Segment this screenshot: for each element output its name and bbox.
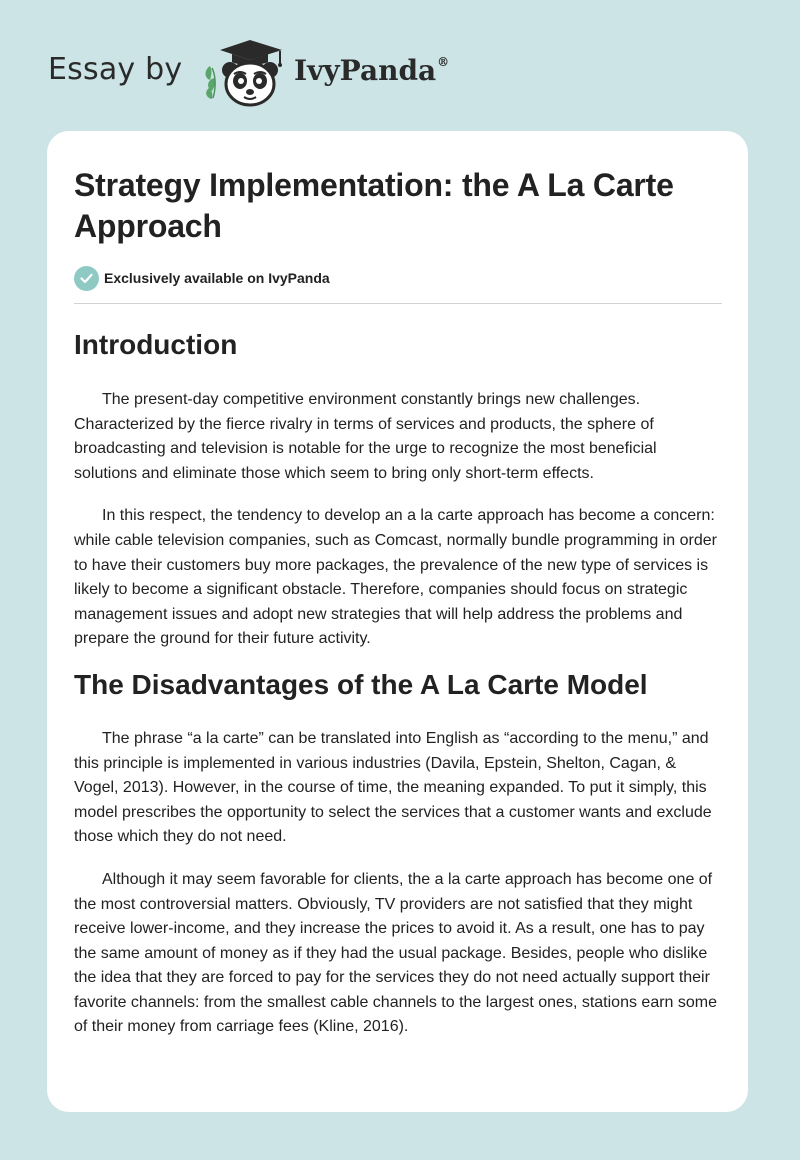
paragraph: Although it may seem favorable for clients, the a la carte approach has become one of the most controversial matters. Obviously, TV providers are not satisfied that they might receive lower-income, and they increase the prices to avoid it. As a result, one has to pay the same amount of money as if they had the usual package. Besides, people who dislike the idea that they are forced to pay for the services they do not need actually support their favorite channels: from the smallest cable channels to the largest ones, stations earn some of their money from carriage fees (Kline, 2016). xyxy=(74,870,718,1036)
brand-name: IvyPanda xyxy=(294,54,437,87)
paragraph: The phrase “a la carte” can be translated into English as “according to the menu,” and this principle is implemented in various industries (Davila, Epstein, Shelton, Cagan, & Vogel, 2013). However, in the course of time, the meaning expanded. To put it simply, this model prescribes the opportunity to select the services that a customer wants and exclude those which they do not need. xyxy=(74,729,712,846)
check-circle-icon xyxy=(74,266,99,291)
paragraph: In this respect, the tendency to develop an a la carte approach has become a concern: while cable television companies, such as Comcast, normally bundle programming in order to have their customers buy more packages, the prevalence of the new type of services is likely to become a significant obstacle. Therefore, companies should focus on strategic management issues and adopt new strategies that will help address the problems and prepare the ground for their future activity. xyxy=(74,507,717,648)
site-header xyxy=(0,0,800,120)
panda-graduate-logo-icon[interactable] xyxy=(200,36,290,108)
section-heading-disadvantages: The Disadvantages of the A La Carte Model xyxy=(74,668,648,700)
ivy-leaf-icon xyxy=(206,66,216,99)
article-card xyxy=(47,131,748,1112)
title-divider xyxy=(74,303,722,304)
section-heading-introduction: Introduction xyxy=(74,329,238,360)
exclusive-badge xyxy=(74,265,722,291)
brand-logo-text[interactable] xyxy=(294,54,449,87)
article-title: Strategy Implementation: the A La Carte Approach xyxy=(74,167,674,244)
exclusive-label: Exclusively available on IvyPanda xyxy=(104,270,330,286)
essay-by-label: Essay by xyxy=(48,52,183,87)
paragraph: The present-day competitive environment constantly brings new challenges. Characterized by the fierce rivalry in terms of services and products, the sphere of broadcasting and television is notable for the urge to recognize the most beneficial solutions and eliminate those which seem to bring only short-term effects. xyxy=(74,391,657,482)
registered-mark: ® xyxy=(437,55,450,69)
